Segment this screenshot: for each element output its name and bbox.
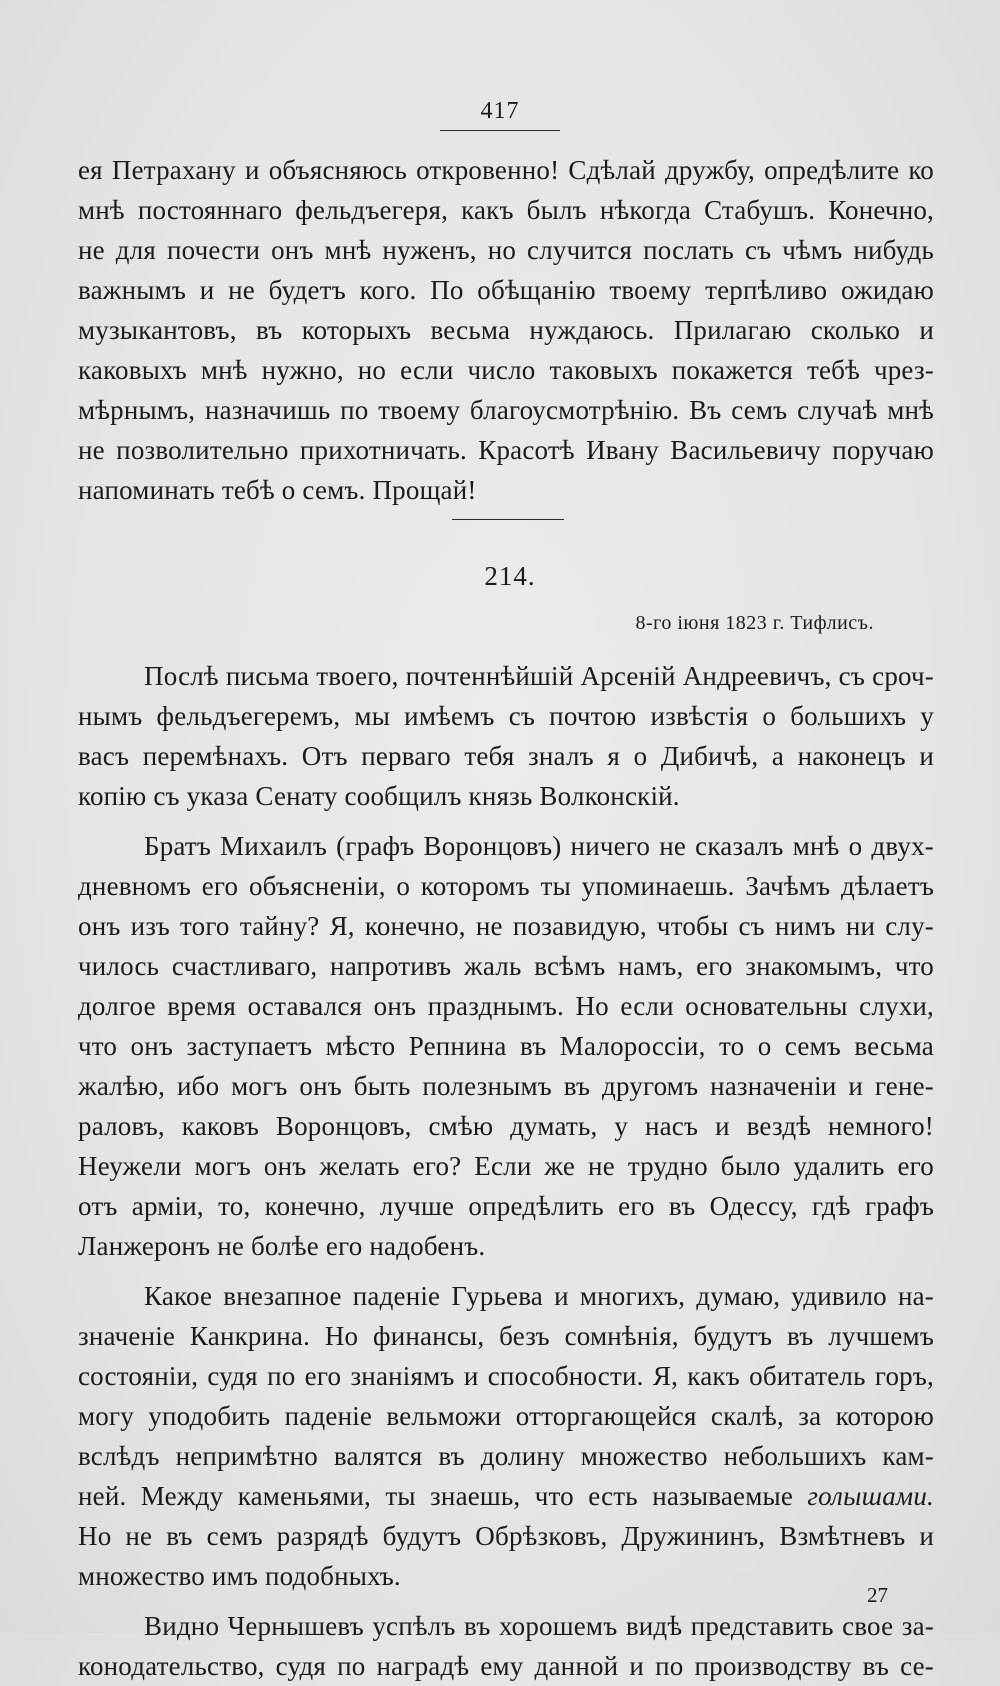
text-span: ней. Между каменьями, ты знаешь, что есть называемые bbox=[78, 1481, 794, 1511]
text-line: напоминать тебѣ о семъ. Прощай! bbox=[78, 475, 477, 505]
text-line: Ланжеронъ не болѣе его надобенъ. bbox=[78, 1231, 486, 1261]
text-line: Но не въ семъ разрядѣ будутъ Обрѣзковъ, Дружининъ, Взмѣтневъ и bbox=[78, 1521, 934, 1551]
text-line: не для почести онъ мнѣ нуженъ, но случится послать съ чѣмъ нибудь bbox=[78, 235, 934, 265]
italic-word: голышами. bbox=[807, 1481, 934, 1511]
text-line: ея Петрахану и объясняюсь откровенно! Сдѣлай дружбу, опредѣлите ко bbox=[78, 155, 934, 185]
text-line: долгое время оставался онъ празднымъ. Но если основательны слухи, bbox=[78, 991, 934, 1021]
dateline: 8-го іюня 1823 г. Тифлисъ. bbox=[635, 612, 874, 634]
text-line: вслѣдъ непримѣтно валятся въ долину множество небольшихъ кам- bbox=[78, 1441, 934, 1471]
intro-paragraph bbox=[78, 150, 934, 510]
text-line: Братъ Михаилъ (графъ Воронцовъ) ничего не сказалъ мнѣ о двух- bbox=[144, 831, 934, 861]
text-line: могу уподобить паденіе вельможи отторгающейся скалѣ, за которою bbox=[78, 1401, 934, 1431]
text-line: Послѣ письма твоего, почтеннѣйшій Арсеній Андреевичъ, съ сроч- bbox=[144, 661, 934, 691]
text-line: множество имъ подобныхъ. bbox=[78, 1561, 401, 1591]
text-line: состояніи, судя по его знаніямъ и способности. Я, какъ обитатель горъ, bbox=[78, 1361, 934, 1391]
paragraph bbox=[78, 826, 934, 1266]
letter-number: 214. bbox=[484, 561, 536, 591]
text-line: важнымъ и не будетъ кого. По обѣщанію твоему терпѣливо ожидаю bbox=[78, 275, 934, 305]
text-line: Видно Чернышевъ успѣлъ въ хорошемъ видѣ представить свое за- bbox=[144, 1611, 934, 1641]
text-line: жалѣю, ибо могъ онъ быть полезнымъ въ другомъ назначеніи и гене- bbox=[78, 1071, 934, 1101]
text-line-with-italic bbox=[78, 1476, 934, 1516]
text-line: Какое внезапное паденіе Гурьева и многихъ, думаю, удивило на- bbox=[144, 1281, 934, 1311]
page-number: 417 bbox=[480, 98, 520, 124]
signature-mark: 27 bbox=[867, 1583, 888, 1607]
text-line: копію съ указа Сенату сообщилъ князь Волконскій. bbox=[78, 781, 680, 811]
paragraph bbox=[78, 656, 934, 816]
paragraph bbox=[78, 1606, 934, 1686]
text-line: каковыхъ мнѣ нужно, но если число таковыхъ покажется тебѣ чрез- bbox=[78, 355, 934, 385]
text-line: мнѣ постояннаго фельдъегеря, какъ былъ нѣкогда Стабушъ. Конечно, bbox=[78, 195, 934, 225]
text-line: онъ изъ того тайну? Я, конечно, не позавидую, чтобы съ нимъ ни слу- bbox=[78, 911, 934, 941]
paragraph bbox=[78, 1276, 934, 1596]
section-rule bbox=[452, 519, 564, 520]
text-line: раловъ, каковъ Воронцовъ, смѣю думать, у насъ и вездѣ немного! bbox=[78, 1111, 934, 1141]
text-line: мѣрнымъ, назначишь по твоему благоусмотрѣнію. Въ семъ случаѣ мнѣ bbox=[78, 395, 934, 425]
text-line: музыкантовъ, въ которыхъ весьма нуждаюсь. Прилагаю сколько и bbox=[78, 315, 934, 345]
text-line: дневномъ его объясненіи, о которомъ ты упоминаешь. Зачѣмъ дѣлаетъ bbox=[78, 871, 934, 901]
text-line: конодательство, судя по наградѣ ему данной и по производству въ се- bbox=[78, 1651, 934, 1681]
text-line: отъ арміи, то, конечно, лучше опредѣлить его въ Одессу, гдѣ графъ bbox=[78, 1191, 934, 1221]
text-line: что онъ заступаетъ мѣсто Репнина въ Малороссіи, то о семъ весьма bbox=[78, 1031, 934, 1061]
text-line: Неужели могъ онъ желать его? Если же не трудно было удалить его bbox=[78, 1151, 934, 1181]
text-line: васъ перемѣнахъ. Отъ перваго тебя зналъ я о Дибичѣ, а наконецъ и bbox=[78, 741, 934, 771]
header-rule bbox=[440, 130, 560, 131]
text-line: не позволительно прихотничать. Красотѣ Ивану Васильевичу поручаю bbox=[78, 435, 934, 465]
text-line: значеніе Канкрина. Но финансы, безъ сомнѣнія, будутъ въ лучшемъ bbox=[78, 1321, 934, 1351]
text-line: чилось счастливаго, напротивъ жаль всѣмъ намъ, его знакомымъ, что bbox=[78, 951, 934, 981]
letter-body bbox=[78, 656, 934, 1686]
text-line: нымъ фельдъегеремъ, мы имѣемъ съ почтою извѣстія о большихъ у bbox=[78, 701, 934, 731]
